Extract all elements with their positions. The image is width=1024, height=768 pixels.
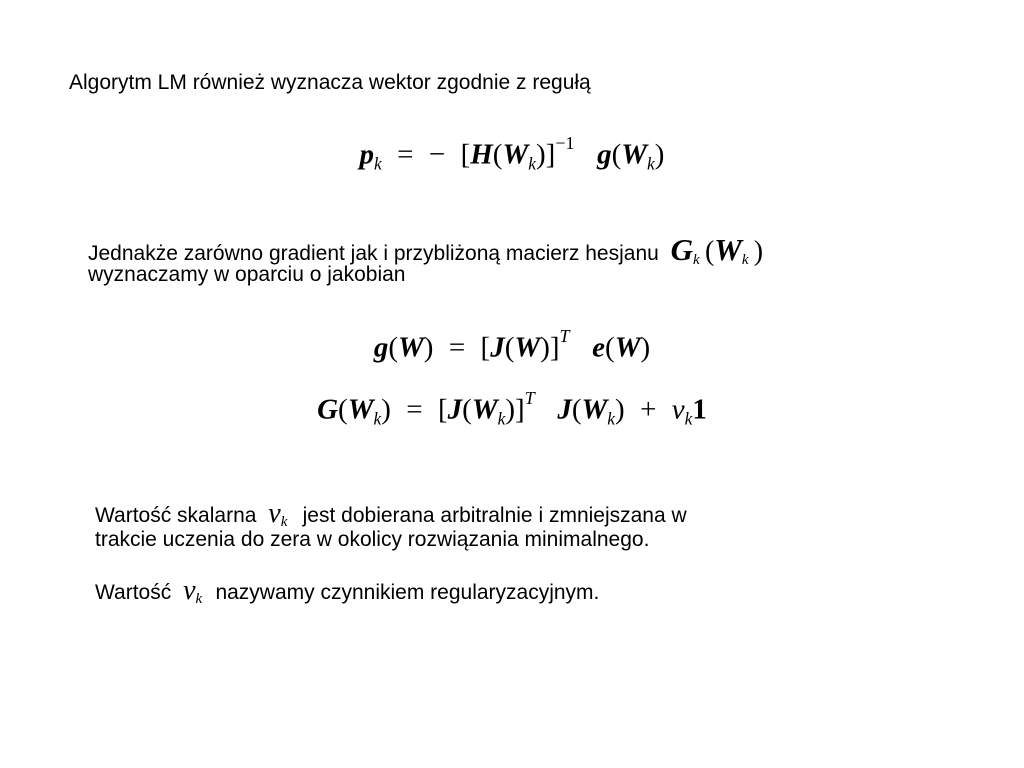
formula-lm-update: $p_k$ = − $[H(W_k)]^{-1}$ $g(W_k)$: [359, 133, 665, 174]
jacobian-label: wyznaczamy w oparciu o jakobian: [88, 263, 406, 286]
gradient-hessian-label: Jednakże zarówno gradient jak i przybliżoną macierz hesjanu: [88, 242, 659, 265]
intro-text: [69, 68, 591, 98]
regularization-label-a: Wartość: [95, 581, 172, 604]
scalar-value-label-b: jest dobierana arbitralnie i zmniejszana w: [302, 504, 687, 527]
inline-v-k-symbol: vk: [268, 498, 288, 530]
scalar-value-label-a: Wartość skalarna: [95, 504, 257, 527]
regularization-label-b: nazywamy czynnikiem regularyzacyjnym.: [215, 581, 600, 604]
training-label: trakcie uczenia do zera w okolicy rozwiązania minimalnego.: [95, 528, 650, 551]
inline-v-k-symbol-2: vk: [183, 575, 203, 607]
jacobian-text: [88, 260, 405, 290]
intro-text-label: Algorytm LM również wyznacza wektor zgodnie z regułą: [69, 71, 591, 94]
formula-gradient: $g(W) = [J(W)]^T$ e(W): [373, 326, 651, 364]
inline-hessian-symbol: Gk (Wk ): [670, 232, 764, 268]
training-text: [95, 525, 649, 555]
formula-hessian-approx: $G(W_k) = [J(W_k)]^T$ $J(W_k) + v_k1$: [317, 388, 707, 429]
regularization-text: [95, 571, 599, 612]
